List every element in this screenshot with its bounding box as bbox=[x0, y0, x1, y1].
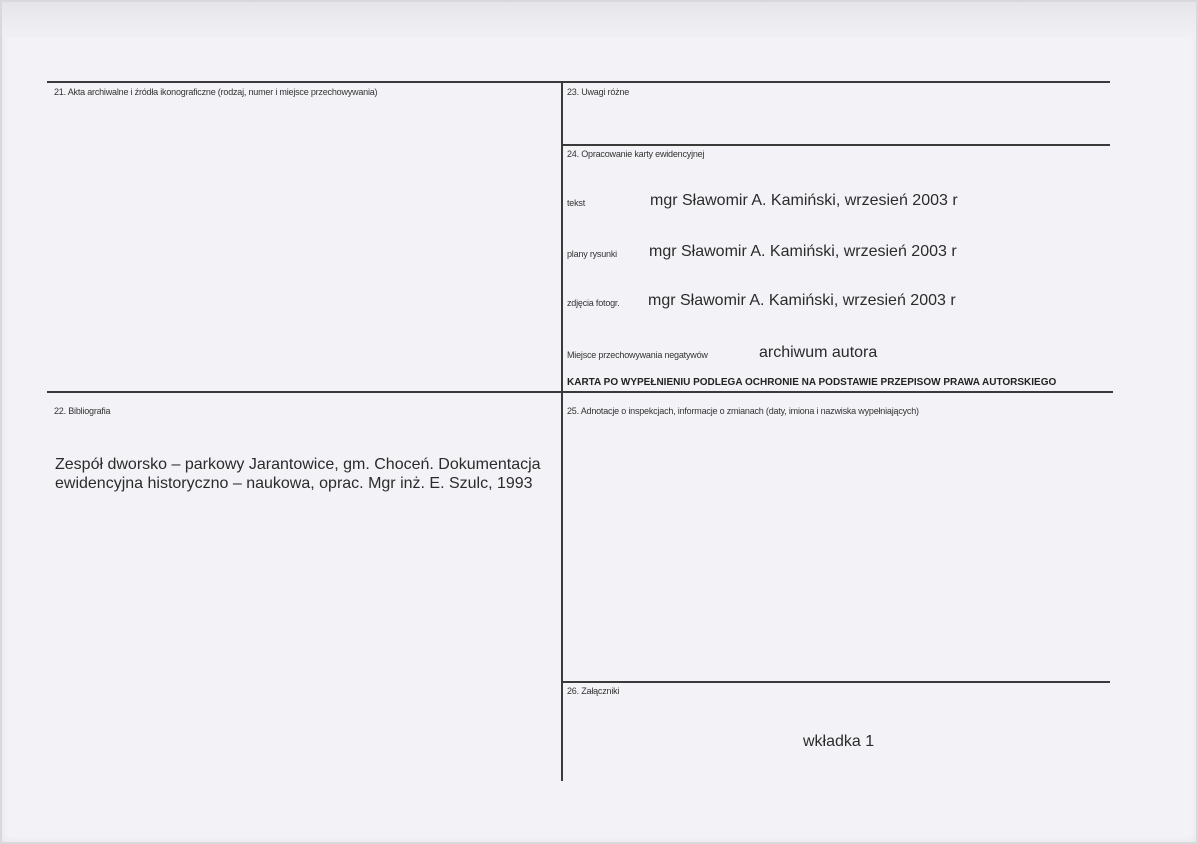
divider-top bbox=[47, 81, 1110, 83]
section-26-label: 26. Załączniki bbox=[567, 686, 620, 696]
section-25-label: 25. Adnotacje o inspekcjach, informacje o zmianach (daty, imiona i nazwiska wypełniających) bbox=[567, 406, 919, 416]
copyright-notice: KARTA PO WYPEŁNIENIU PODLEGA OCHRONIE NA PODSTAWIE PRZEPISÓW PRAWA AUTORSKIEGO bbox=[567, 377, 1057, 388]
scan-top-band bbox=[2, 2, 1196, 38]
row-plans-value: mgr Sławomir A. Kamiński, wrzesień 2003 r bbox=[649, 243, 957, 260]
bibliography-line-1: Zespół dworsko – parkowy Jarantowice, gm. Choceń. Dokumentacja bbox=[55, 456, 541, 473]
divider-24-top bbox=[563, 144, 1110, 146]
form-sheet bbox=[2, 2, 1196, 842]
storage-label: Miejsce przechowywania negatywów bbox=[567, 350, 708, 360]
row-photos-label: zdjęcia fotogr. bbox=[567, 298, 620, 308]
divider-vertical bbox=[561, 81, 563, 781]
attachment-value: wkładka 1 bbox=[803, 733, 875, 750]
section-24-label: 24. Opracowanie karty ewidencyjnej bbox=[567, 149, 705, 159]
storage-value: archiwum autora bbox=[759, 344, 878, 361]
section-23-label: 23. Uwagi różne bbox=[567, 87, 630, 97]
bibliography-text bbox=[55, 455, 565, 493]
row-plans-label: plany rysunki bbox=[567, 249, 617, 259]
divider-26-top bbox=[563, 681, 1110, 683]
row-text-label: tekst bbox=[567, 198, 586, 208]
divider-middle bbox=[47, 391, 1113, 393]
row-text-value: mgr Sławomir A. Kamiński, wrzesień 2003 r bbox=[650, 192, 958, 209]
section-21-label: 21. Akta archiwalne i źródła ikonograficzne (rodzaj, numer i miejsce przechowywania) bbox=[54, 87, 378, 97]
row-photos-value: mgr Sławomir A. Kamiński, wrzesień 2003 r bbox=[648, 292, 956, 309]
bibliography-line-2: ewidencyjna historyczno – naukowa, oprac. Mgr inż. E. Szulc, 1993 bbox=[55, 475, 533, 492]
section-22-label: 22. Bibliografia bbox=[54, 406, 111, 416]
